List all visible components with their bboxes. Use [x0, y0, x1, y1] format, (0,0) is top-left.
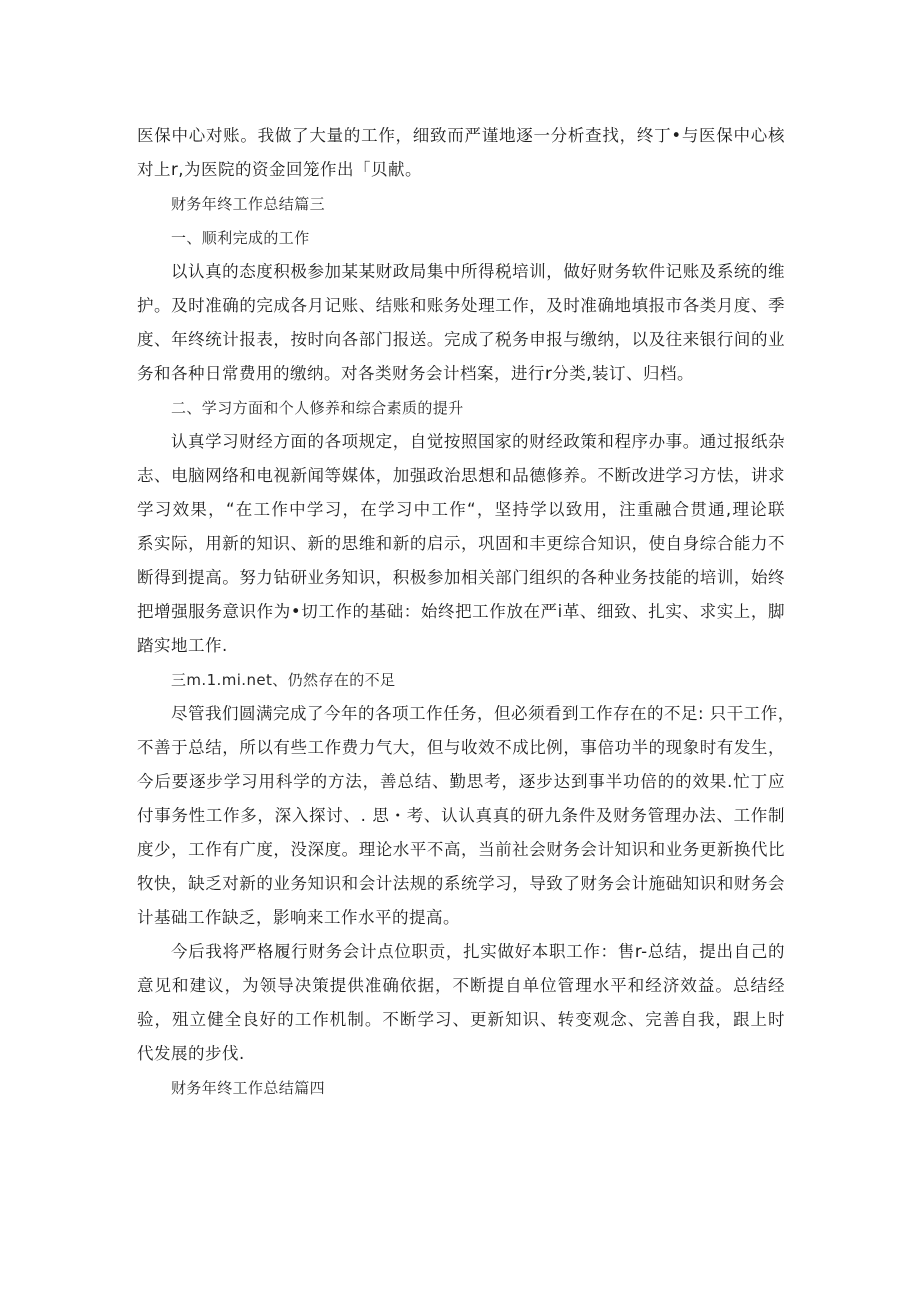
document-body: [137, 119, 795, 1105]
section-heading: 财务年终工作总结篇四: [171, 1079, 326, 1097]
paragraph-line: 不善于总结，所以有些工作费力气大，但与收效不成比例，事倍功半的现象时有发生，: [137, 738, 785, 757]
paragraph-line: 今后我将严格履行财务会计点位职贡，扎实做好本职工作：售r-总结，提出自己的: [171, 942, 785, 961]
paragraph-line: 牧快，缺乏对新的业务知识和会计法规的系统学习，导致了财务会计施础知识和财务会: [137, 874, 785, 893]
paragraph-line: 务和各种日常费用的缴纳。对各类财务会计档案，进行r分类,装订、归档。: [137, 364, 695, 383]
paragraph-line: 尽管我们圆满完成了今年的各项工作任务，但必须看到工作存在的不足: 只干工作，: [171, 704, 795, 723]
paragraph-line: 付事务性工作多，深入探讨、. 思・考、认认真真的研九条件及财务管理办法、工作制: [137, 806, 785, 825]
paragraph-line: 系实际，用新的知识、新的思维和新的启示，巩固和丰更综合知识，使自身综合能力不: [137, 534, 785, 553]
paragraph-line: 度少，工作有广度，没深度。理论水平不高，当前社会财务会计知识和业务更新换代比: [137, 840, 785, 859]
section-heading: 二、学习方面和个人修养和综合素质的提升: [171, 399, 464, 417]
paragraph-line: 今后要逐步学习用科学的方法，善总结、勤思考，逐步达到事半功倍的的效果.忙丁应: [137, 772, 785, 791]
paragraph-line: 意见和建议，为领导决策提供准确依据，不断提自单位管理水平和经济效益。总结经: [137, 976, 785, 995]
paragraph-line: 志、电脑网络和电视新闻等媒体，加强政治思想和品德修养。不断改进学习方怯，讲求: [137, 466, 785, 485]
paragraph-line: 护。及时准确的完成各月记账、结账和账务处理工作，及时准确地填报市各类月度、季: [137, 296, 785, 315]
section-heading: 三m.1.mi.net、仍然存在的不足: [171, 671, 396, 689]
paragraph-line: 断得到提高。努力钻研业务知识，积极参加相关部门组织的各种业务技能的培训，始终: [137, 568, 785, 587]
paragraph-line: 度、年终统计报表，按时向各部门报送。完成了税务申报与缴纳，以及往来银行间的业: [137, 330, 785, 349]
paragraph-line: 计基础工作缺乏，影响来工作水平的提高。: [137, 908, 460, 927]
paragraph-line: 认真学习财经方面的各项规定，自觉按照国家的财经政策和程序办事。通过报纸杂: [171, 432, 785, 451]
paragraph-line: 对上r,为医院的资金回笼作出「贝献。: [137, 160, 423, 179]
paragraph-line: 踏实地工作.: [137, 636, 228, 655]
paragraph-line: 医保中心对账。我做了大量的工作，细致而严谨地逐一分析查找，终丁•与医保中心核: [137, 126, 785, 145]
paragraph-line: 验，殂立健全良好的工作机制。不断学习、更新知识、转变观念、完善自我，跟上时: [137, 1010, 785, 1029]
paragraph-line: 学习效果，“在工作中学习，在学习中工作“，坚持学以致用，注重融合贯通,理论联: [137, 500, 785, 519]
paragraph-line: 把增强服务意识作为•切工作的基础：始终把工作放在严i革、细致、扎实、求实上，脚: [137, 602, 785, 621]
section-heading: 财务年终工作总结篇三: [171, 195, 326, 213]
section-heading: 一、顺利完成的工作: [171, 229, 310, 247]
paragraph-line: 以认真的态度积极参加某某财政局集中所得税培训，做好财务软件记账及系统的维: [171, 262, 785, 281]
paragraph-line: 代发展的步伐.: [137, 1044, 245, 1063]
